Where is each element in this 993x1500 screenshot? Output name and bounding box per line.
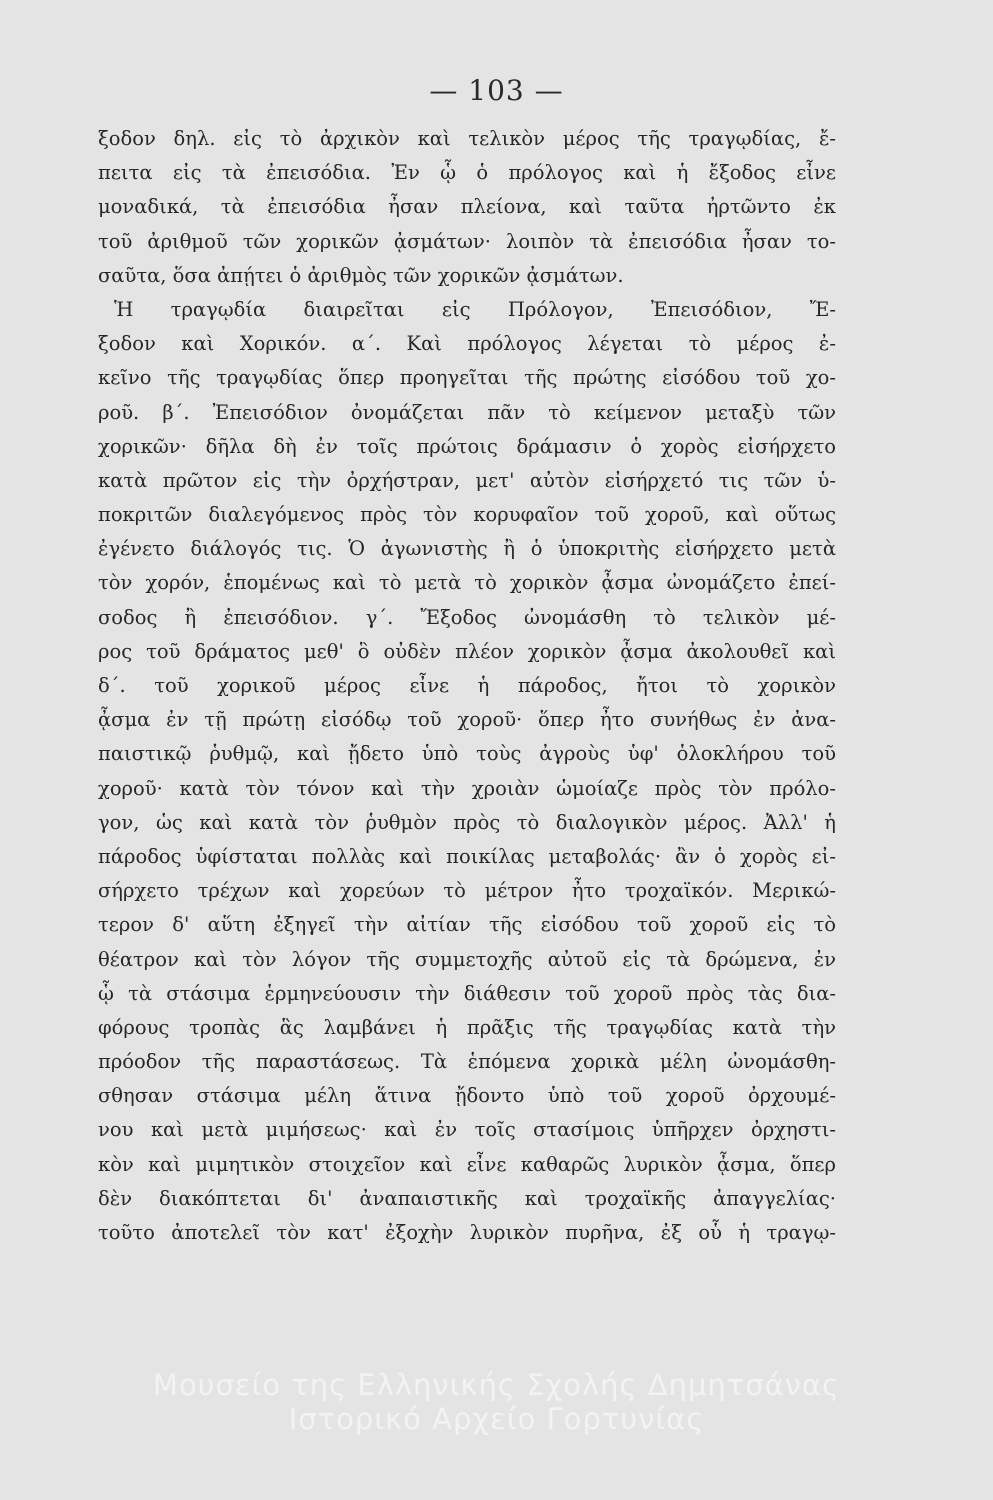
archive-watermark-line: Ιστορικό Αρχείο Γορτυνίας <box>288 1402 705 1436</box>
text-line: Ἡ τραγῳδία διαιρεῖται εἰς Πρόλογον, Ἐπεισόδιον, Ἔ- <box>114 297 836 321</box>
text-line: ξοδον καὶ Χορικόν. α΄. Καὶ πρόλογος λέγεται τὸ μέρος ἐ- <box>98 332 836 356</box>
text-line: ἐγένετο διάλογός τις. Ὁ ἀγωνιστὴς ἢ ὁ ὑποκριτὴς εἰσήρχετο μετὰ <box>98 537 836 561</box>
text-line: ξοδον δηλ. εἰς τὸ ἀρχικὸν καὶ τελικὸν μέρος τῆς τραγῳδίας, ἔ- <box>98 127 836 150</box>
text-line: ροῦ. β΄. Ἐπεισόδιον ὀνομάζεται πᾶν τὸ κείμενον μεταξὺ τῶν <box>98 400 836 424</box>
text-line: ποκριτῶν διαλεγόμενος πρὸς τὸν κορυφαῖον τοῦ χοροῦ, καὶ οὕτως <box>98 503 836 527</box>
text-line: τοῦτο ἀποτελεῖ τὸν κατ' ἐξοχὴν λυρικὸν πυρῆνα, ἐξ οὗ ἡ τραγῳ- <box>98 1221 836 1244</box>
text-line: σαῦτα, ὅσα ἀπῄτει ὁ ἀριθμὸς τῶν χορικῶν ᾀσμάτων. <box>98 263 624 287</box>
text-line: κὸν καὶ μιμητικὸν στοιχεῖον καὶ εἶνε καθαρῶς λυρικὸν ᾆσμα, ὅπερ <box>98 1152 836 1176</box>
text-line: τὸν χορόν, ἑπομένως καὶ τὸ μετὰ τὸ χορικὸν ᾆσμα ὠνομάζετο ἐπεί- <box>98 571 836 595</box>
text-line: ᾧ τὰ στάσιμα ἑρμηνεύουσιν τὴν διάθεσιν τοῦ χοροῦ πρὸς τὰς δια- <box>98 981 836 1005</box>
archive-watermark-line: Μουσείο της Ελληνικής Σχολής Δημητσάνας <box>152 1368 841 1402</box>
text-line: δὲν διακόπτεται δι' ἀναπαιστικῆς καὶ τροχαϊκῆς ἀπαγγελίας· <box>98 1186 836 1210</box>
body-text <box>98 122 836 1250</box>
text-line: πειτα εἰς τὰ ἐπεισόδια. Ἐν ᾧ ὁ πρόλογος καὶ ἡ ἔξοδος εἶνε <box>98 161 836 185</box>
text-line: ᾆσμα ἐν τῇ πρώτῃ εἰσόδῳ τοῦ χοροῦ· ὅπερ ἦτο συνήθως ἐν ἀνα- <box>98 708 836 732</box>
text-line: σθησαν στάσιμα μέλη ἅτινα ᾔδοντο ὑπὸ τοῦ χοροῦ ὀρχουμέ- <box>98 1084 836 1108</box>
page-number: — 103 — <box>429 74 564 107</box>
text-line: σοδος ἢ ἐπεισόδιον. γ΄. Ἔξοδος ὠνομάσθη τὸ τελικὸν μέ- <box>98 605 836 629</box>
text-line: σήρχετο τρέχων καὶ χορεύων τὸ μέτρον ἦτο τροχαϊκόν. Μερικώ- <box>98 879 836 903</box>
text-line: πρόοδον τῆς παραστάσεως. Τὰ ἑπόμενα χορικὰ μέλη ὠνομάσθη- <box>98 1050 836 1074</box>
text-line: χοροῦ· κατὰ τὸν τόνον καὶ τὴν χροιὰν ὡμοίαζε πρὸς τὸν πρόλο- <box>98 776 836 800</box>
text-line: φόρους τροπὰς ἃς λαμβάνει ἡ πρᾶξις τῆς τραγῳδίας κατὰ τὴν <box>98 1015 836 1039</box>
text-line: θέατρον καὶ τὸν λόγον τῆς συμμετοχῆς αὐτοῦ εἰς τὰ δρώμενα, ἐν <box>98 947 836 971</box>
text-line: χορικῶν· δῆλα δὴ ἐν τοῖς πρώτοις δράμασιν ὁ χορὸς εἰσήρχετο <box>98 434 836 458</box>
text-line: γον, ὡς καὶ κατὰ τὸν ῥυθμὸν πρὸς τὸ διαλογικὸν μέρος. Ἀλλ' ἡ <box>98 810 836 834</box>
text-line: κεῖνο τῆς τραγῳδίας ὅπερ προηγεῖται τῆς πρώτης εἰσόδου τοῦ χο- <box>98 366 836 390</box>
text-line: νου καὶ μετὰ μιμήσεως· καὶ ἐν τοῖς στασίμοις ὑπῆρχεν ὀρχηστι- <box>98 1118 836 1142</box>
text-line: παιστικῷ ῥυθμῷ, καὶ ᾔδετο ὑπὸ τοὺς ἀγροὺς ὑφ' ὁλοκλήρου τοῦ <box>98 742 836 766</box>
text-line: κατὰ πρῶτον εἰς τὴν ὀρχήστραν, μετ' αὐτὸν εἰσήρχετό τις τῶν ὑ- <box>98 468 836 492</box>
text-line: πάροδος ὑφίσταται πολλὰς καὶ ποικίλας μεταβολάς· ἂν ὁ χορὸς εἰ- <box>98 844 836 868</box>
text-line: δ΄. τοῦ χορικοῦ μέρος εἶνε ἡ πάροδος, ἤτοι τὸ χορικὸν <box>98 674 836 697</box>
text-line: τερον δ' αὕτη ἐξηγεῖ τὴν αἰτίαν τῆς εἰσόδου τοῦ χοροῦ εἰς τὸ <box>98 913 836 937</box>
text-line: μοναδικά, τὰ ἐπεισόδια ἦσαν πλείονα, καὶ ταῦτα ἠρτῶντο ἐκ <box>98 195 836 219</box>
text-line: τοῦ ἀριθμοῦ τῶν χορικῶν ᾀσμάτων· λοιπὸν τὰ ἐπεισόδια ἦσαν το- <box>98 229 836 253</box>
text-line: ρος τοῦ δράματος μεθ' ὃ οὐδὲν πλέον χορικὸν ᾆσμα ἀκολουθεῖ καὶ <box>98 639 836 663</box>
